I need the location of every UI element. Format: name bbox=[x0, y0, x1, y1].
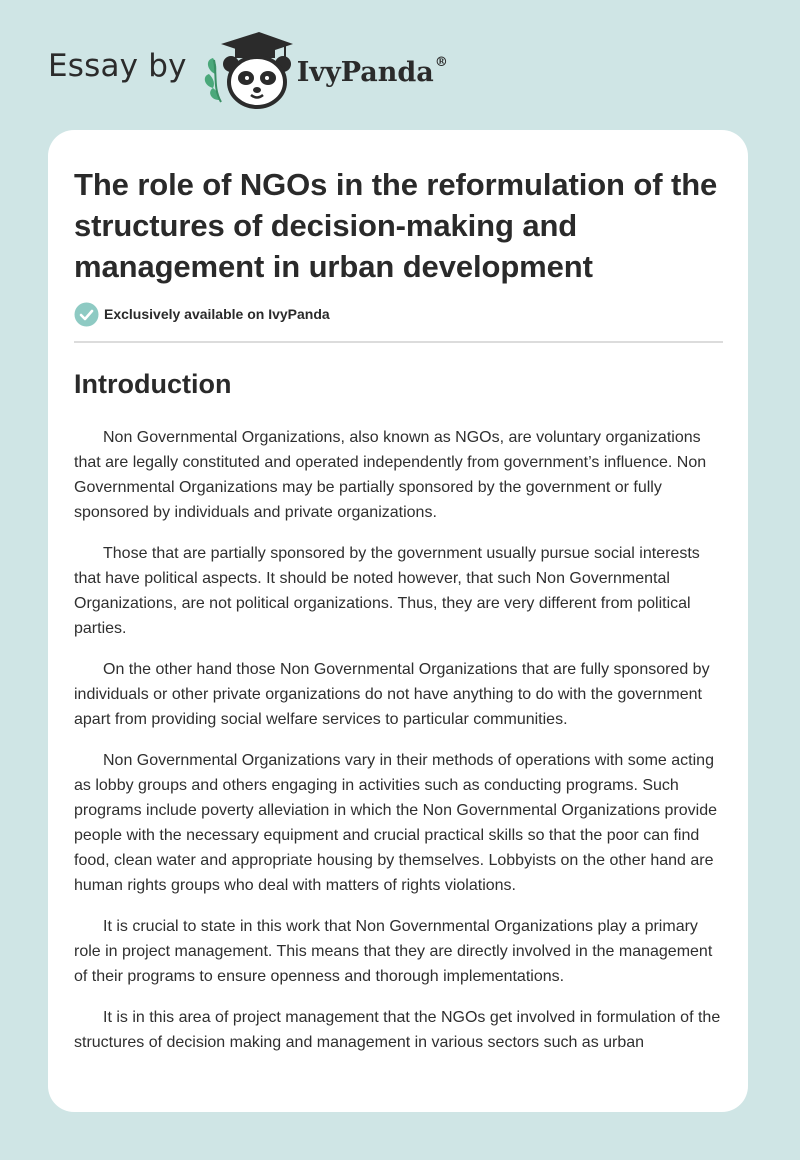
section-heading: Introduction bbox=[74, 369, 232, 399]
registered-mark: ® bbox=[434, 54, 448, 70]
paragraph: Non Governmental Organizations vary in their methods of operations with some acting as lobby groups and others engaging in activities such as conducting programs. Such programs include poverty alleviation in which the Non Governmental Organizations provide people with the necessary equipment and crucial practical skills so that the poor can find food, clean water and appropriate housing by themselves. Lobbyists on the other hand are human rights groups who deal with matters of rights violations. bbox=[74, 752, 717, 894]
ivypanda-panda-logo-icon[interactable] bbox=[201, 30, 293, 110]
essay-content bbox=[74, 164, 724, 1055]
exclusive-badge-text: Exclusively available on IvyPanda bbox=[104, 306, 330, 322]
paragraph: On the other hand those Non Governmental Organizations that are fully sponsored by individuals or other private organizations do not have anything to do with the government apart from providing social welfare services to particular communities. bbox=[74, 661, 710, 728]
exclusive-badge bbox=[74, 301, 724, 327]
essay-title: The role of NGOs in the reformulation of the structures of decision-making and management in urban development bbox=[74, 167, 718, 284]
check-circle-icon bbox=[74, 302, 99, 327]
paragraph: Non Governmental Organizations, also known as NGOs, are voluntary organizations that are legally constituted and operated independently from government’s influence. Non Governmental Organizations may be partially sponsored by the government or fully sponsored by individuals and private organizations. bbox=[74, 429, 707, 521]
paragraph: It is crucial to state in this work that Non Governmental Organizations play a primary role in project management. This means that they are directly involved in the management of their programs to ensure openness and thorough implementations. bbox=[74, 918, 713, 985]
paragraph: Those that are partially sponsored by the government usually pursue social interests that have political aspects. It should be noted however, that such Non Governmental Organizations, are not political organizations. Thus, they are very different from political parties. bbox=[74, 545, 700, 637]
paragraph: It is in this area of project management that the NGOs get involved in formulation of the structures of decision making and management in various sectors such as urban bbox=[74, 1009, 721, 1051]
essay-card bbox=[48, 130, 748, 1112]
site-header bbox=[48, 30, 448, 110]
essay-by-label: Essay by bbox=[48, 48, 187, 84]
brand-name[interactable]: IvyPanda® bbox=[296, 54, 448, 88]
title-divider bbox=[74, 341, 723, 343]
